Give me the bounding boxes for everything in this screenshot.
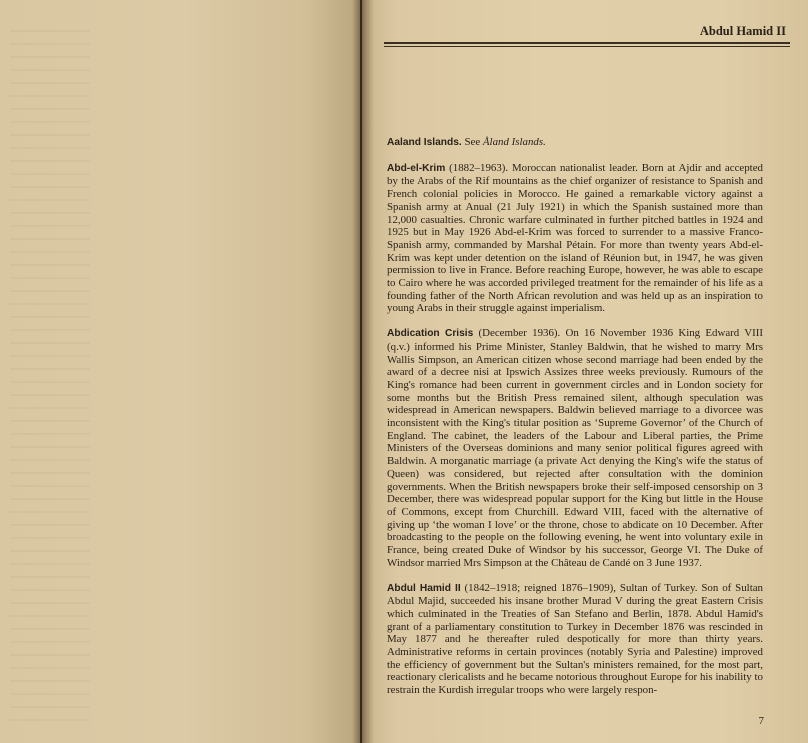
header-rule	[384, 42, 790, 44]
show-through-text	[10, 30, 90, 730]
entry-abdication-crisis	[387, 327, 763, 569]
entries	[387, 136, 763, 709]
right-page	[362, 0, 808, 743]
entry-headword: Aaland Islands.	[387, 137, 462, 148]
entry-text: (1842–1918; reigned 1876–1909), Sultan of Turkey. Son of Sultan Abdul Majid, succeeded his insane brother Murad V during the great Eastern Crisis which culminated in the Treaties of San Stefano and Berlin, 1878. Abdul Hamid's grant of a parliamentary constitution to Turkey in December 1876 was rescinded in May 1877 and he thereafter ruled despotically for more than thirty years. Administrative reforms in certain provinces (notably Syria and Palestine) improved the efficiency of government but the Sultan's ministers remained, for the most part, reactionary clericalists and he became notorious throughout Europe for his inability to restrain the Kurdish irregular troops who were largely respon-	[387, 581, 763, 697]
entry-headword: Abdication Crisis	[387, 328, 474, 340]
entry-aaland-islands	[387, 136, 763, 150]
entry-see: See	[461, 136, 483, 148]
header-rule-thin	[384, 46, 790, 47]
entry-cross-reference: Åland Islands.	[482, 136, 546, 148]
entry-abdul-hamid-ii	[387, 582, 763, 697]
entry-text: (December 1936). On 16 November 1936 King Edward VIII (q.v.) informed his Prime Minister, Stanley Baldwin, that he wished to marry Mrs Wallis Simpson, an American citizen whose second marriage had been ended by the award of a decree nisi at Ipswich Assizes three weeks previously. Rumours of the King's romance had been current in government circles and in London society for some months but the British Press remained silent, although speculation was widespread in American newspapers. Baldwin believed marriage to a divorcee was inconsistent with the King's titular position as ‘Supreme Governor’ of the Church of England. The cabinet, the leaders of the Labour and Liberal parties, the Prime Ministers of the Overseas dominions and many senior political figures agreed with Baldwin. A morganatic marriage (a private Act denying the King's wife the status of Queen) was considered, but rejected after consultation with the dominion governments. When the British newspapers broke their self-imposed censorship on 3 December, there was widespread popular support for the King but little in the House of Commons, except from Churchill. Edward VIII, faced with the alternative of giving up ‘the woman I love’ or the throne, chose to abdicate on 10 December. After broadcasting to the people on the following evening, he went into voluntary exile in France, being created Duke of Windsor by his successor, George VI. The Duke of Windsor married Mrs Simpson at the Château de Candé on 3 June 1937.	[387, 327, 764, 569]
entry-abd-el-krim	[387, 162, 763, 315]
left-page	[0, 0, 360, 743]
entry-text: (1882–1963). Moroccan nationalist leader. Born at Ajdir and accepted by the Arabs of the Rif mountains as the chief organizer of resistance to Spanish and French colonial policies in Morocco. He gained a remarkable victory against a Spanish army at Anual (21 July 1921) in which the Spanish sustained more than 12,000 casualties. Chronic warfare culminated in further pitched battles in 1924 and 1925 but in May 1926 Abd-el-Krim was forced to surrender to a massive Franco-Spanish army, commanded by Marshal Pétain. For more than twenty years Abd-el-Krim was kept under detention on the island of Réunion but, in 1947, he was given permission to live in France. Before reaching Europe, however, he was able to escape to Cairo where he was accorded privileged treatment for the remainder of his life as a founding father of the North African revolution and was held up as an inspiration to young Arabs in their struggle against imperialism.	[387, 161, 763, 315]
running-head: Abdul Hamid II	[699, 24, 786, 38]
entry-headword: Abdul Hamid II	[387, 582, 461, 594]
entry-headword: Abd-el-Krim	[387, 162, 446, 174]
book-gutter	[352, 0, 374, 743]
page-number: 7	[758, 715, 764, 727]
